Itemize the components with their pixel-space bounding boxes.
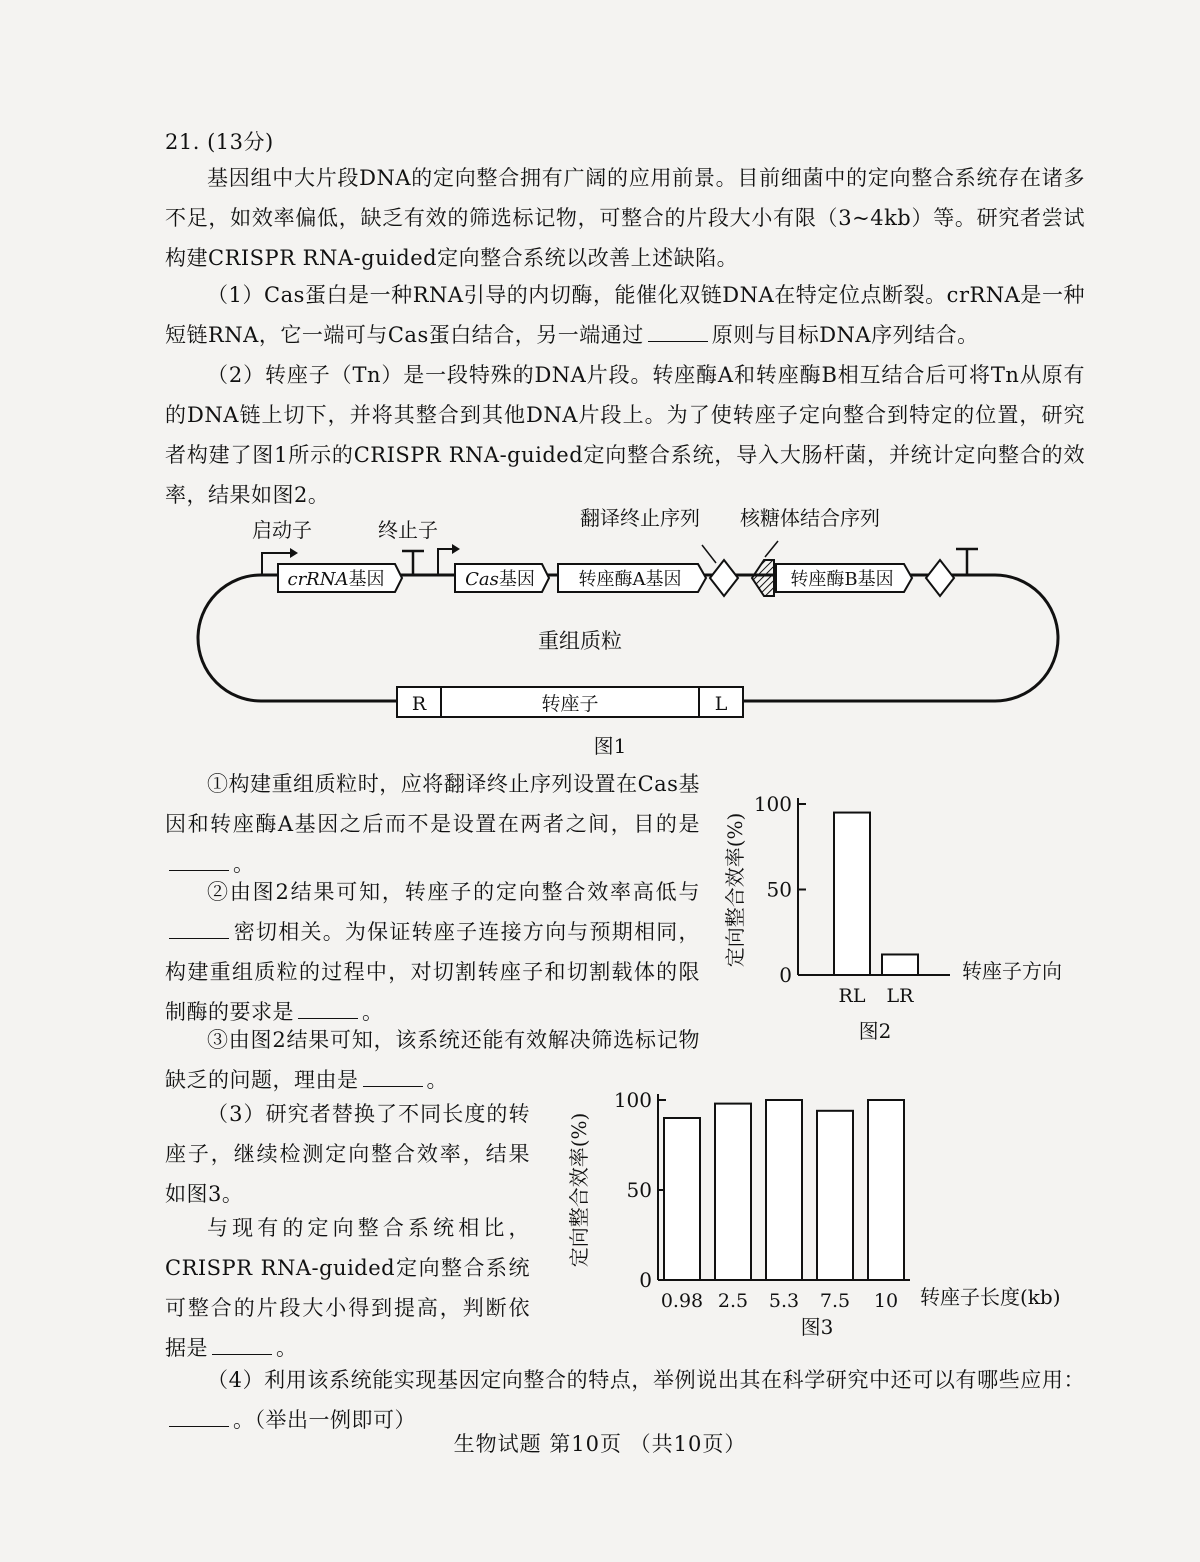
question-number: 21. (13分): [165, 130, 274, 154]
q2-2-text-c: 。: [362, 1000, 384, 1024]
L-label: L: [714, 693, 728, 715]
x-tick-label: 2.5: [717, 1290, 749, 1312]
stop-seq-label: 翻译终止序列: [580, 506, 700, 530]
intro-paragraph: 基因组中大片段DNA的定向整合拥有广阔的应用前景。目前细菌中的定向整合系统存在诸多不足，如效率偏低，缺乏有效的筛选标记物，可整合的片段大小有限（3~4kb）等。研究者尝试构建CRISPR RNA-guided定向整合系统以改善上述缺陷。: [165, 166, 1085, 270]
answer-blank-3[interactable]: [169, 920, 229, 939]
q2-3-text-b: 。: [426, 1068, 448, 1092]
y-axis-label: 定向整合效率(%): [567, 1112, 591, 1268]
x-tick-label: 5.3: [768, 1290, 800, 1312]
bar: [715, 1104, 751, 1280]
part4-text-b: 。（举出一例即可）: [233, 1408, 416, 1432]
rbs-hatched-box: [752, 560, 774, 596]
part2-paragraph: （2）转座子（Tn）是一段特殊的DNA片段。转座酶A和转座酶B相互结合后可将Tn从原有的DNA链上切下，并将其整合到其他DNA片段上。为了使转座子定向整合到特定的位置，研究者构建了图1所示的CRISPR RNA-guided定向整合系统，导入大肠杆菌，并统计定向整合的效率，结果如图2。: [165, 363, 1085, 507]
part3-paragraph-b: [165, 1208, 530, 1368]
plasmid-label: 重组质粒: [538, 629, 622, 653]
promoter-arrow-2-head: [452, 544, 460, 554]
terminator-2: [956, 549, 978, 575]
y-tick-label: 100: [753, 792, 792, 816]
answer-blank-4[interactable]: [298, 1000, 358, 1019]
chart-caption: 图2: [858, 1019, 892, 1043]
transposaseA-gene-label: 转座酶A基因: [578, 569, 682, 590]
q2-2-text-b: 密切相关。为保证转座子连接方向与预期相同，构建重组质粒的过程中，对切割转座子和切割载体的限制酶的要求是: [165, 920, 700, 1024]
part3-text-c: 。: [276, 1336, 298, 1360]
bar: [664, 1118, 700, 1280]
y-axis-label: 定向整合效率(%): [723, 812, 747, 968]
promoter-arrow-1-head: [290, 548, 298, 558]
bar: [834, 813, 870, 975]
terminator-1: [402, 551, 424, 575]
rbs-label: 核糖体结合序列: [740, 506, 880, 530]
x-tick-label: 0.98: [660, 1290, 704, 1312]
transposaseB-gene-label: 转座酶B基因: [790, 569, 894, 590]
part3-text-b: 与现有的定向整合系统相比，CRISPR RNA-guided定向整合系统可整合的片段大小得到提高，判断依据是: [165, 1216, 530, 1360]
answer-blank-2[interactable]: [169, 852, 229, 871]
x-tick-label: LR: [886, 985, 914, 1007]
stop-seq-pointer: [702, 545, 716, 563]
q2-1-text-b: 。: [233, 852, 255, 876]
q2-1-paragraph: [165, 764, 700, 884]
y-tick-label: 50: [626, 1178, 652, 1202]
y-tick-label: 50: [766, 877, 792, 902]
bar: [766, 1100, 802, 1280]
y-tick-label: 0: [779, 963, 792, 987]
promoter-arrow-2: [438, 549, 452, 575]
x-tick-label: RL: [838, 985, 866, 1007]
figure3-bar-chart: [560, 1070, 1080, 1360]
x-axis-label: 转座子方向: [962, 959, 1062, 983]
x-axis-label: 转座子长度(kb): [920, 1285, 1061, 1309]
q2-2-text-a: ②由图2结果可知，转座子的定向整合效率高低与: [207, 880, 700, 904]
page-footer: 生物试题 第10页 （共10页）: [453, 1432, 747, 1456]
y-tick-label: 0: [639, 1268, 652, 1292]
figure2-bar-chart: [700, 770, 1120, 1070]
stop-sequence-diamond-1: [710, 560, 738, 596]
answer-blank-7[interactable]: [169, 1408, 229, 1427]
answer-blank-5[interactable]: [363, 1068, 423, 1087]
x-tick-label: 10: [873, 1290, 899, 1312]
q2-3-text-a: ③由图2结果可知，该系统还能有效解决筛选标记物缺乏的问题，理由是: [165, 1028, 700, 1092]
cas-gene-label: Cas基因: [465, 569, 535, 590]
bar: [817, 1111, 853, 1280]
answer-blank-1[interactable]: [648, 323, 708, 342]
terminator-label: 终止子: [378, 518, 438, 542]
promoter-label: 启动子: [252, 518, 312, 542]
rbs-pointer: [765, 541, 778, 557]
transposon-label: 转座子: [541, 693, 599, 715]
stop-sequence-diamond-2: [926, 560, 954, 596]
part4-text-a: （4）利用该系统能实现基因定向整合的特点，举例说出其在科学研究中还可以有哪些应用：: [207, 1368, 1085, 1392]
figure1-caption: 图1: [593, 734, 627, 758]
plasmid-ring: [198, 575, 1058, 701]
bar: [868, 1100, 904, 1280]
crRNA-gene-label: crRNA基因: [287, 569, 385, 590]
part1-paragraph: [165, 275, 1085, 355]
part3-paragraph-a: （3）研究者替换了不同长度的转座子，继续检测定向整合效率，结果如图3。: [165, 1102, 530, 1206]
y-tick-label: 100: [613, 1088, 652, 1112]
q2-2-paragraph: [165, 872, 700, 1032]
answer-blank-6[interactable]: [212, 1336, 272, 1355]
bar: [882, 954, 918, 975]
figure1-plasmid-diagram: [0, 505, 1200, 755]
R-label: R: [411, 693, 427, 715]
part1-text-a: （1）Cas蛋白是一种RNA引导的内切酶，能催化双链DNA在特定位点断裂。crRNA是一种短链RNA，它一端可与Cas蛋白结合，另一端通过: [165, 283, 1085, 347]
chart-caption: 图3: [800, 1315, 834, 1339]
part1-text-b: 原则与目标DNA序列结合。: [711, 323, 979, 347]
x-tick-label: 7.5: [819, 1290, 851, 1312]
q2-1-text-a: ①构建重组质粒时，应将翻译终止序列设置在Cas基因和转座酶A基因之后而不是设置在两者之间，目的是: [165, 772, 700, 836]
